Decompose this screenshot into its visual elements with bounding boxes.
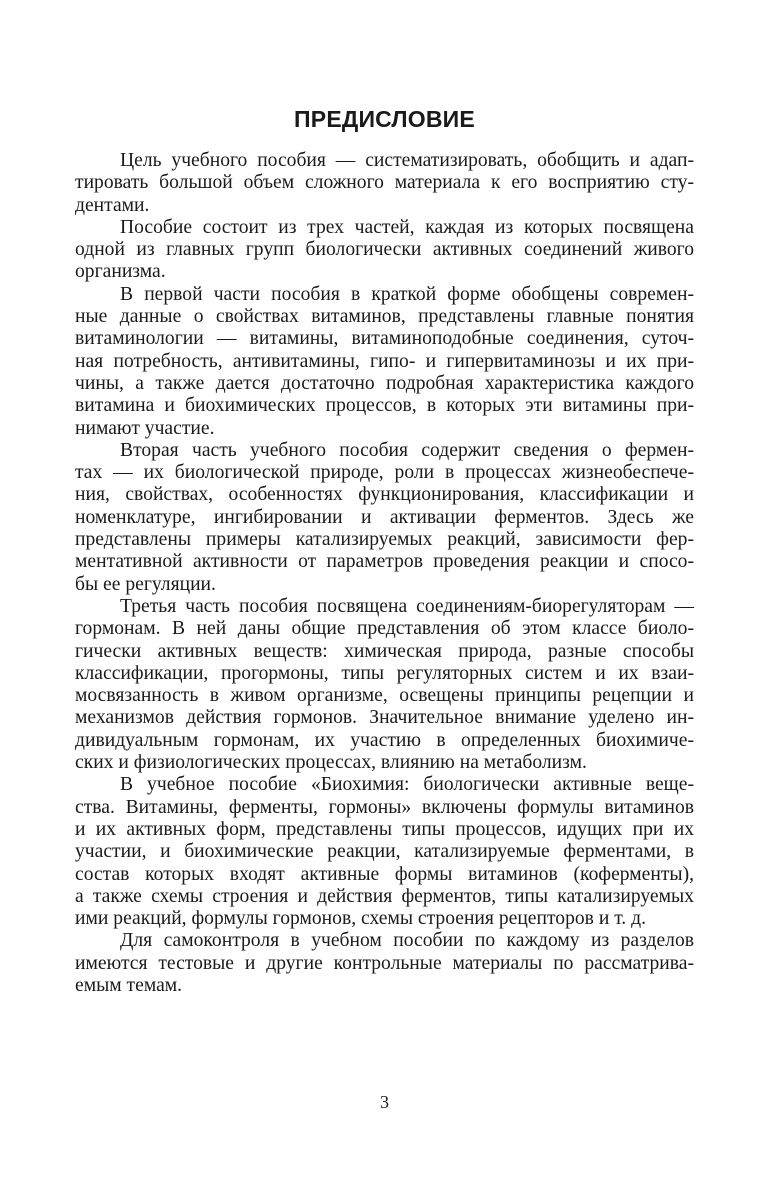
- text-line: ства. Витамины, ферменты, гормоны» включены формулы витаминов: [75, 796, 694, 818]
- text-line: нимают участие.: [75, 417, 215, 439]
- paragraph: [75, 774, 694, 930]
- text-line: представлены примеры катализируемых реакций, зависимости фер-: [75, 529, 694, 551]
- text-line: ния, свойствах, особенностях функционирования, классификации и: [75, 484, 694, 506]
- text-line: Третья часть пособия посвящена соединениям-биорегуляторам —: [120, 595, 694, 617]
- text-line: номенклатуре, ингибировании и активации ферментов. Здесь же: [75, 506, 694, 528]
- text-line: ные данные о свойствах витаминов, представлены главные понятия: [75, 306, 694, 328]
- text-line: ими реакций, формулы гормонов, схемы строения рецепторов и т. д.: [75, 908, 646, 930]
- text-line: витамина и биохимических процессов, в которых эти витамины при-: [75, 395, 694, 417]
- text-line: Вторая часть учебного пособия содержит сведения о фермен-: [120, 439, 694, 461]
- page-title: ПРЕДИСЛОВИЕ: [294, 106, 475, 132]
- text-line: организма.: [75, 261, 166, 283]
- text-line: Цель учебного пособия — систематизировать, обобщить и адап-: [120, 150, 694, 171]
- text-line: емым темам.: [75, 974, 183, 996]
- text-line: классификации, прогормоны, типы регуляторных систем и их взаи-: [75, 662, 694, 684]
- text-line: тах — их биологической природе, роли в процессах жизнеобеспече-: [75, 462, 694, 484]
- paragraph: [75, 440, 694, 596]
- text-line: участии, и биохимические реакции, катализируемые ферментами, в: [75, 841, 694, 863]
- paragraph: [75, 284, 694, 440]
- page-number: 3: [380, 1092, 389, 1112]
- text-line: одной из главных групп биологически активных соединений живого: [75, 239, 694, 261]
- text-line: дивидуальным гормонам, их участию в определенных биохимиче-: [75, 729, 694, 751]
- text-line: бы ее регуляции.: [75, 573, 216, 595]
- paragraph: [75, 930, 694, 997]
- text-line: механизмов действия гормонов. Значительное внимание уделено ин-: [75, 707, 694, 729]
- text-line: ментативной активности от параметров проведения реакции и спосо-: [75, 551, 694, 573]
- text-line: а также схемы строения и действия ферментов, типы катализируемых: [75, 885, 694, 907]
- text-line: тировать большой объем сложного материала к его восприятию сту-: [75, 172, 694, 194]
- text-line: Пособие состоит из трех частей, каждая из которых посвящена: [120, 216, 694, 238]
- text-line: состав которых входят активные формы витаминов (коферменты),: [75, 863, 694, 885]
- text-line: и их активных форм, представлены типы процессов, идущих при их: [75, 818, 694, 840]
- text-line: гормонам. В ней даны общие представления об этом классе биоло-: [75, 618, 694, 640]
- text-line: Для самоконтроля в учебном пособии по каждому из разделов: [120, 930, 694, 952]
- text-line: чины, а также дается достаточно подробная характеристика каждого: [75, 372, 694, 394]
- text-line: ских и физиологических процессах, влиянию на метаболизм.: [75, 752, 587, 774]
- text-line: В первой части пособия в краткой форме обобщены современ-: [120, 283, 694, 305]
- text-line: мосвязанность в живом организме, освещены принципы рецепции и: [75, 685, 694, 707]
- text-line: витаминологии — витамины, витаминоподобные соединения, суточ-: [75, 328, 694, 350]
- text-line: ная потребность, антивитамины, гипо- и гипервитаминозы и их при-: [75, 350, 694, 372]
- text-line: имеются тестовые и другие контрольные материалы по рассматрива-: [75, 952, 694, 974]
- text-line: гически активных веществ: химическая природа, разные способы: [75, 640, 694, 662]
- paragraph: [75, 217, 694, 284]
- paragraph: [75, 150, 694, 217]
- text-line: В учебное пособие «Биохимия: биологически активные веще-: [120, 774, 694, 796]
- preface-body: [75, 150, 694, 997]
- text-line: дентами.: [75, 194, 150, 216]
- paragraph: [75, 596, 694, 774]
